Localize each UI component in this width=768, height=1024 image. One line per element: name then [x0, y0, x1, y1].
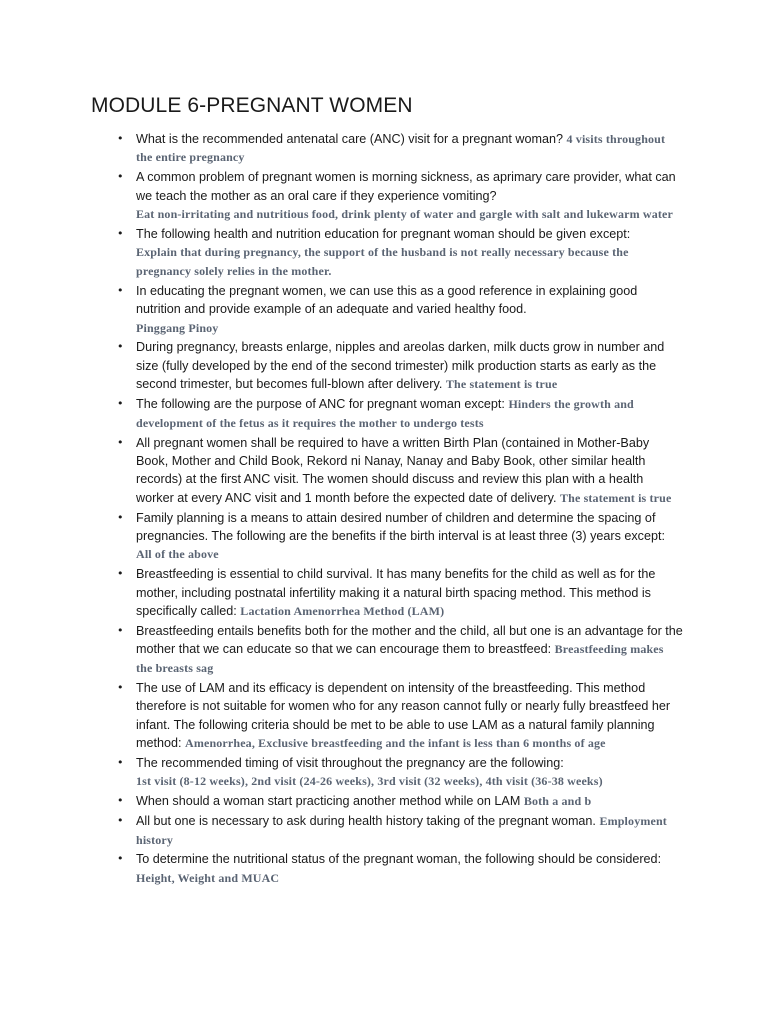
answer-text: Breastfeeding makes the breasts sag [136, 642, 664, 675]
bullet-icon: • [117, 510, 124, 524]
answer-text: Height, Weight and MUAC [136, 870, 280, 885]
bullet-icon: • [117, 794, 124, 808]
bullet-icon: • [117, 814, 124, 828]
answer-text: 1st visit (8-12 weeks), 2nd visit (24-26 weeks), 3rd visit (32 weeks), 4th visit (36-38 weeks) [136, 774, 603, 789]
question-text: Breastfeeding entails benefits both for the mother and the child, all but one is an advantage for the mother that we can educate so that we can encourage them to breastfeed: [136, 624, 683, 657]
bullet-icon: • [117, 227, 124, 241]
answer-text: The statement is true [559, 490, 672, 505]
question-text: The use of LAM and its efficacy is dependent on intensity of the breastfeeding. This method therefore is not suitable for women who for any reason cannot fully or nearly fully breastfeed her infant. The following criteria should be met to be able to use LAM as a natural family planning method: [136, 680, 671, 750]
question-text: The following health and nutrition education for pregnant woman should be given except: [136, 227, 631, 242]
question-text: The following are the purpose of ANC for pregnant woman except: [136, 397, 505, 412]
answer-text: Employment history [136, 814, 667, 847]
bullet-icon: • [117, 283, 124, 297]
question-text: When should a woman start practicing another method while on LAM [136, 794, 521, 809]
bullet-icon: • [117, 567, 124, 581]
answer-text: Lactation Amenorrhea Method (LAM) [240, 604, 445, 619]
list-item [117, 130, 683, 167]
answer-text: The statement is true [445, 377, 558, 392]
list-item [117, 338, 683, 393]
list-item [117, 225, 683, 280]
list-item [117, 282, 683, 337]
list-item [117, 434, 683, 508]
answer-text: 4 visits throughout the entire pregnancy [136, 132, 666, 165]
answer-text: Both a and b [523, 794, 592, 809]
bullet-icon: • [117, 132, 124, 145]
question-text: During pregnancy, breasts enlarge, nipples and areolas darken, milk ducts grow in number and size (fully developed by the end of the second trimester) milk production starts as early as the second trimester, but becomes full-blown after delivery. [136, 340, 665, 392]
question-text: To determine the nutritional status of the pregnant woman, the following should be considered: [136, 852, 662, 867]
bullet-icon: • [117, 170, 124, 184]
list-item [117, 565, 683, 620]
bullet-icon: • [117, 435, 124, 449]
list-item [117, 622, 683, 677]
answer-text: Pinggang Pinoy [136, 320, 219, 335]
answer-text: Amenorrhea, Exclusive breastfeeding and the infant is less than 6 months of age [185, 736, 606, 750]
list-item [117, 754, 683, 791]
list-item [117, 850, 683, 887]
list-item [117, 792, 683, 810]
question-list [117, 130, 683, 889]
list-item [117, 679, 683, 753]
bullet-icon: • [117, 340, 124, 354]
bullet-icon: • [117, 624, 124, 638]
answer-text: Explain that during pregnancy, the support of the husband is not really necessary because the pregnancy solely relies in the mother. [136, 245, 629, 278]
question-text: All pregnant women shall be required to have a written Birth Plan (contained in Mother-Baby Book, Mother and Child Book, Rekord ni Nanay, Nanay and Baby Book, other similar health records) at the first ANC visit. The women should discuss and review this plan with a health worker at every ANC visit and 1 month before the expected date of delivery. [136, 435, 650, 505]
bullet-icon: • [117, 852, 124, 866]
answer-text: Hinders the growth and development of the fetus as it requires the mother to undergo tests [136, 397, 634, 430]
question-text: Family planning is a means to attain desired number of children and determine the spacing of pregnancies. The following are the benefits if the birth interval is at least three (3) years except: [136, 510, 665, 544]
list-item [117, 509, 683, 564]
bullet-icon: • [117, 397, 124, 411]
bullet-icon: • [117, 680, 124, 694]
question-text: The recommended timing of visit throughout the pregnancy are the following: [136, 755, 564, 770]
bullet-icon: • [117, 755, 124, 769]
question-text: In educating the pregnant women, we can use this as a good reference in explaining good nutrition and provide example of an adequate and varied healthy food. [136, 283, 638, 317]
question-text: All but one is necessary to ask during health history taking of the pregnant woman. [136, 814, 596, 829]
list-item [117, 395, 683, 432]
answer-text: All of the above [136, 547, 219, 562]
answer-text: Eat non-irritating and nutritious food, drink plenty of water and gargle with salt and lukewarm water [136, 207, 673, 222]
list-item [117, 168, 683, 223]
question-text: Breastfeeding is essential to child survival. It has many benefits for the child as well as for the mother, including postnatal infertility making it a natural birth spacing method. This method is specifically called: [136, 567, 656, 619]
question-text: A common problem of pregnant women is morning sickness, as aprimary care provider, what can we teach the mother as an oral care if they experience vomiting? [136, 170, 676, 203]
question-text: What is the recommended antenatal care (ANC) visit for a pregnant woman? [136, 132, 563, 146]
page-title: MODULE 6-PREGNANT WOMEN [91, 94, 413, 117]
list-item [117, 812, 683, 849]
